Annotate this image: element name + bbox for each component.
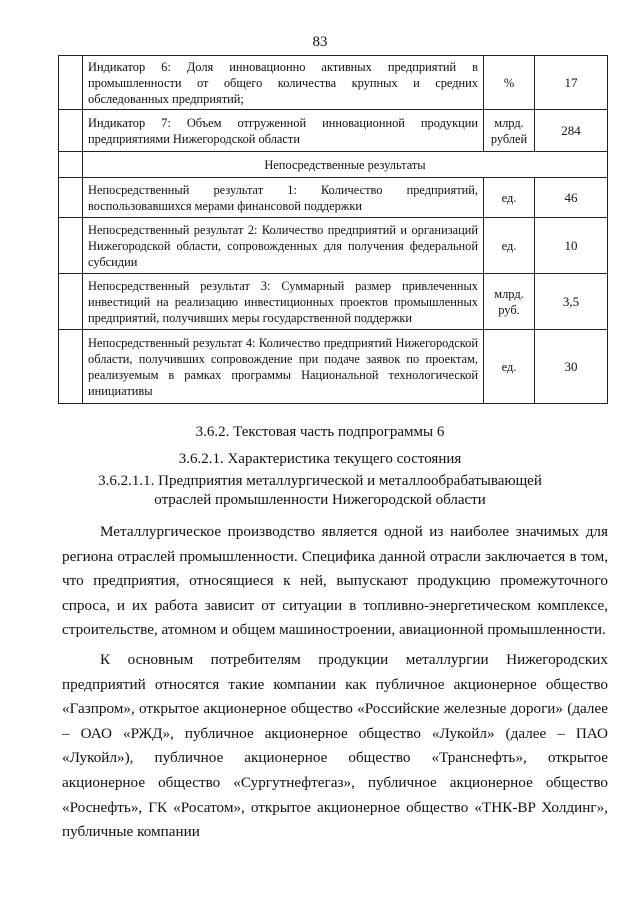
row-number-cell [59, 110, 83, 152]
paragraph-text: К основным потребителям продукции металлургии Нижегородских предприятий относятся такие компании как публичное акционерное общество «Газпром», открытое акционерное общество «Российские железные дороги» (далее – ОАО «РЖД», публичное акционерное общество «Лукойл» (далее – ПАО «Лукойл»), публичное акционерное общество «Транснефть», открытое акционерное общество «Сургутнефтегаз», публичное акционерное общество «Роснефть», ГК «Росатом», открытое акционерное общество «ТНК-BP Холдинг», публичные компании [62, 651, 608, 841]
row-description: Индикатор 7: Объем отгруженной инновационной продукции предприятиями Нижегородской области [83, 110, 484, 152]
row-unit: ед. [484, 330, 535, 404]
row-description: Непосредственный результат 4: Количество предприятий Нижегородской области, получивших сопровождение при подаче заявок по проектам, реализуемым в рамках программы Национальной технологической инициативы [83, 330, 484, 404]
row-value: 46 [535, 178, 608, 218]
row-description: Индикатор 6: Доля инновационно активных предприятий в промышленности от общего количества крупных и средних обследованных предприятий; [83, 56, 484, 110]
row-value: 10 [535, 218, 608, 274]
row-number-cell [59, 178, 83, 218]
row-unit: ед. [484, 218, 535, 274]
row-number-cell [59, 330, 83, 404]
row-number-cell [59, 56, 83, 110]
table-row-indicator-7 [59, 110, 608, 152]
row-unit: ед. [484, 178, 535, 218]
table-row-result-2 [59, 218, 608, 274]
row-number-cell [59, 152, 83, 178]
row-unit: % [484, 56, 535, 110]
heading-line-2: отраслей промышленности Нижегородской области [154, 492, 486, 508]
row-unit: млрд. рублей [484, 110, 535, 152]
table-row-result-4 [59, 330, 608, 404]
table-section-row [59, 152, 608, 178]
results-table [58, 55, 608, 404]
section-heading-3-6-2-1-1 [0, 472, 640, 510]
section-heading-3-6-2: 3.6.2. Текстовая часть подпрограммы 6 [195, 424, 445, 440]
page-number: 83 [312, 34, 328, 50]
paragraph-text: Металлургическое производство является одной из наиболее значимых для региона отраслей промышленности. Специфика данной отрасли заключается в том, что предприятия, относящиеся к ней, выпускают продукцию промежуточного спроса, и их работа зависит от ситуации в топливно-энергетическом комплексе, строительстве, атомном и общем машиностроении, авиационной промышленности. [62, 523, 608, 639]
row-number-cell [59, 274, 83, 330]
row-description: Непосредственный результат 1: Количество предприятий, воспользовавшихся мерами финансовой поддержки [83, 178, 484, 218]
row-value: 284 [535, 110, 608, 152]
row-value: 3,5 [535, 274, 608, 330]
heading-line-1: 3.6.2.1.1. Предприятия металлургической и металлообрабатывающей [98, 473, 542, 489]
row-description: Непосредственный результат 2: Количество предприятий и организаций Нижегородской области, сопровожденных для получения федеральной субсидии [83, 218, 484, 274]
row-value: 30 [535, 330, 608, 404]
body-paragraph-2 [62, 648, 608, 845]
section-title: Непосредственные результаты [83, 152, 608, 178]
row-value: 17 [535, 56, 608, 110]
table-row-indicator-6 [59, 56, 608, 110]
table-row-result-3 [59, 274, 608, 330]
row-number-cell [59, 218, 83, 274]
row-unit: млрд. руб. [484, 274, 535, 330]
table-row-result-1 [59, 178, 608, 218]
section-heading-3-6-2-1: 3.6.2.1. Характеристика текущего состояния [178, 451, 462, 467]
body-paragraph-1 [62, 520, 608, 643]
row-description: Непосредственный результат 3: Суммарный размер привлеченных инвестиций на реализацию инвестиционных проектов промышленных предприятий, получивших меры государственной поддержки [83, 274, 484, 330]
